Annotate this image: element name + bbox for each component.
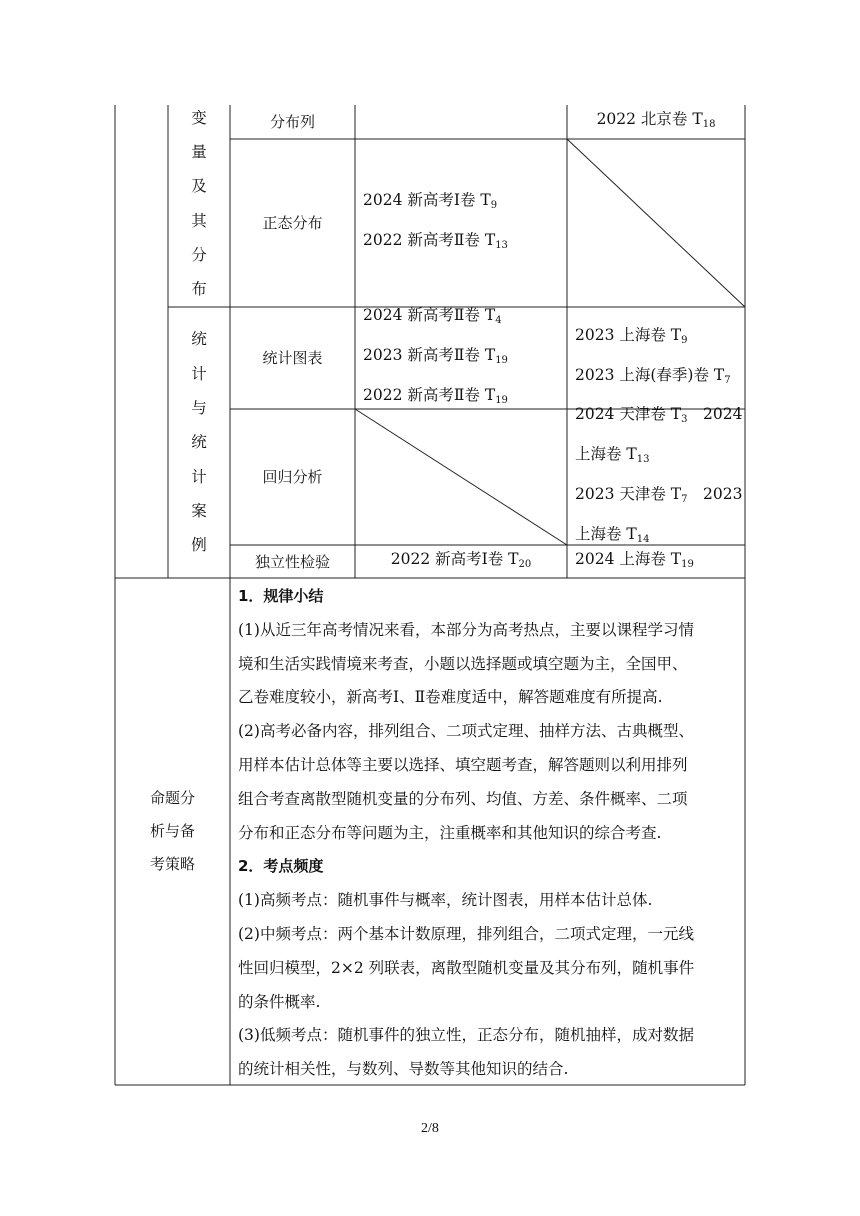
paragraph-line: (3)低频考点：随机事件的独立性，正态分布，随机抽样，成对数据 <box>238 1026 694 1045</box>
exam-ref: 上海卷 $T_{13}$ <box>575 445 650 465</box>
section-heading: 2．考点频度 <box>238 857 324 876</box>
new-exam-cell <box>355 139 567 307</box>
exam-ref: 2022 新高考Ⅰ卷 $T_{20}$ <box>390 549 532 570</box>
topic-label: 分布列 <box>269 113 315 131</box>
exam-ref: 2022 北京卷 $T_{18}$ <box>596 110 716 130</box>
strategy-label <box>115 578 230 1085</box>
other-exam-cell <box>567 545 745 578</box>
exam-ref: 2022 新高考Ⅱ卷 $T_{19}$ <box>363 386 508 406</box>
exam-ref: 2024 新高考Ⅰ卷 $T_9$ <box>363 191 498 211</box>
category-char: 变 <box>191 108 207 127</box>
topic-regression-analysis <box>230 409 355 545</box>
strategy-label-line: 考策略 <box>149 855 195 873</box>
category-char: 分 <box>191 245 207 264</box>
paragraph-line: 组合考查离散型随机变量的分布列、均值、方差、条件概率、二项 <box>238 789 688 808</box>
topic-label: 统计图表 <box>262 349 323 367</box>
exam-ref: 上海卷 $T_{14}$ <box>575 525 650 545</box>
exam-ref: 2022 新高考Ⅱ卷 $T_{13}$ <box>363 231 508 251</box>
topic-normal-distribution <box>230 139 355 307</box>
paragraph-line: (1)高频考点：随机事件与概率，统计图表，用样本估计总体. <box>238 891 653 910</box>
exam-ref: 2023 上海(春季)卷 $T_7$ <box>575 366 731 386</box>
paragraph-line: 性回归模型，2×2 列联表，离散型随机变量及其分布列，随机事件 <box>238 958 695 977</box>
topic-label: 回归分析 <box>262 468 323 486</box>
exam-ref: 2023 上海卷 $T_9$ <box>575 326 688 346</box>
category-statistics <box>168 307 230 578</box>
category-char: 案 <box>191 501 207 520</box>
paragraph-line: (1)从近三年高考情况来看，本部分为高考热点，主要以课程学习情 <box>238 620 694 639</box>
category-char: 统 <box>191 330 207 349</box>
category-random-variable <box>168 100 230 307</box>
exam-ref: 2023 新高考Ⅱ卷 $T_{19}$ <box>363 346 508 366</box>
new-exam-cell <box>355 307 567 409</box>
new-exam-cell <box>355 545 567 578</box>
exam-ref: 2024 新高考Ⅱ卷 $T_4$ <box>363 306 502 326</box>
paragraph-line: 用样本估计总体等主要以选择、填空题考查，解答题则以利用排列 <box>238 755 688 774</box>
strategy-label-line: 命题分 <box>149 789 195 807</box>
other-exam-cell <box>567 307 745 409</box>
category-char: 与 <box>191 399 207 418</box>
strategy-label-line: 析与备 <box>149 822 195 840</box>
topic-label: 独立性检验 <box>254 552 330 571</box>
paragraph-line: (2)高考必备内容，排列组合、二项式定理、抽样方法、古典概型、 <box>238 722 694 741</box>
paragraph-line: 乙卷难度较小，新高考Ⅰ、Ⅱ卷难度适中，解答题难度有所提高. <box>238 688 663 707</box>
category-char: 量 <box>191 142 207 161</box>
exam-ref: 2024 天津卷 $T_3$ 2024 <box>575 405 743 425</box>
topic-label: 正态分布 <box>262 214 323 232</box>
paragraph-line: 境和生活实践情境来考查，小题以选择题或填空题为主，全国甲、 <box>238 654 688 673</box>
strategy-content <box>238 580 740 1087</box>
section-heading: 1．规律小结 <box>238 587 324 605</box>
paragraph-line: 分布和正态分布等问题为主，注重概率和其他知识的综合考查. <box>238 823 662 842</box>
topic-statistical-charts <box>230 307 355 409</box>
paragraph-line: 的统计相关性，与数列、导数等其他知识的结合. <box>238 1060 569 1079</box>
other-exam-cell <box>567 405 745 545</box>
category-char: 计 <box>191 467 207 486</box>
paragraph-line: (2)中频考点：两个基本计数原理，排列组合，二项式定理，一元线 <box>238 924 694 943</box>
exam-ref: 2024 上海卷 $T_{19}$ <box>575 549 694 570</box>
page-number: 2/8 <box>421 1121 439 1136</box>
category-char: 统 <box>191 433 207 452</box>
category-char: 计 <box>191 364 207 383</box>
category-char: 布 <box>191 280 207 299</box>
other-exam-cell <box>567 105 745 139</box>
exam-ref: 2023 天津卷 $T_7$ 2023 <box>575 485 743 505</box>
category-char: 及 <box>191 177 207 196</box>
paragraph-line: 的条件概率. <box>238 992 321 1011</box>
topic-independence-test <box>230 545 355 578</box>
topic-distribution-list <box>230 105 355 139</box>
category-char: 例 <box>191 536 207 555</box>
category-char: 其 <box>191 211 207 230</box>
